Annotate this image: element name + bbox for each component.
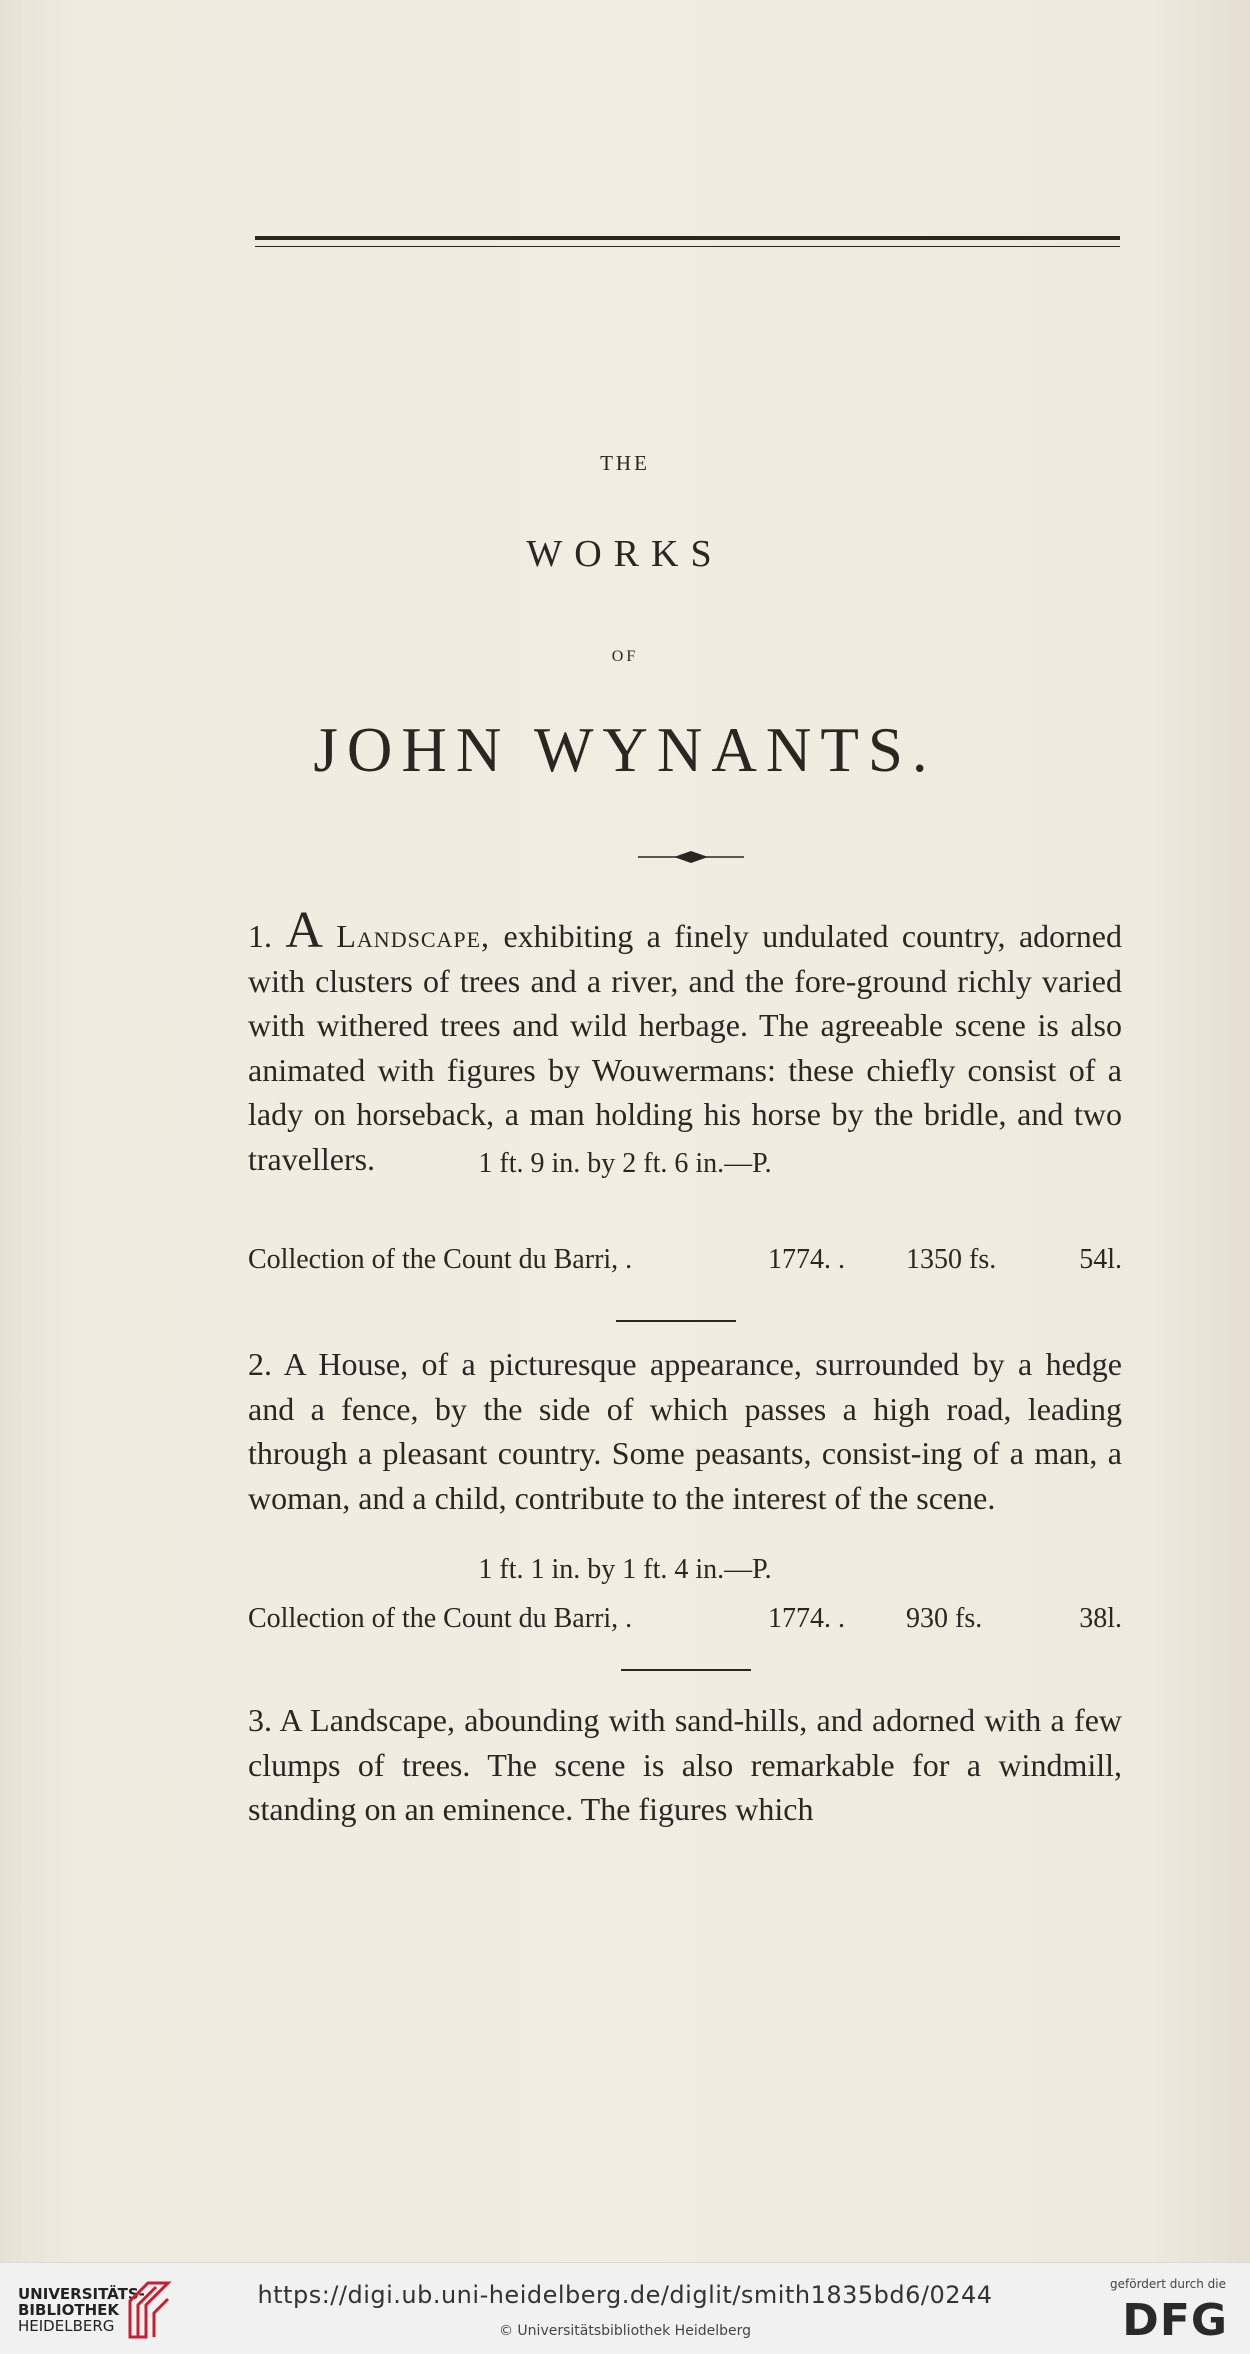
funder-note: gefördert durch die: [1110, 2277, 1226, 2291]
entry-3-number: 3.: [248, 1702, 272, 1738]
entry-1-text: exhibiting a finely undulated country, adorned with clusters of trees and a river, and the fore-ground richly varied with withered trees and wild herbage. The agreeable scene is also animated with figures by Wouwermans: these chiefly consist of a lady on horseback, a man holding his horse by the bridle, and two travellers.: [248, 918, 1123, 1177]
header-double-rule: [255, 236, 1120, 247]
permalink-url[interactable]: https://digi.ub.uni-heidelberg.de/diglit/smith1835bd6/0244: [257, 2281, 993, 2309]
entry-2-price-pounds: 38l.: [1079, 1603, 1122, 1634]
copyright-notice: © Universitätsbibliothek Heidelberg: [498, 2323, 751, 2339]
dfg-logo[interactable]: DFG: [1122, 2295, 1228, 2346]
entry-3-text: A Landscape, abounding with sand-hills, and adorned with a few clumps of trees. The scene is also remarkable for a windmill, standing on an eminence. The figures which: [248, 1702, 1123, 1827]
entry-1-collection: Collection of the Count du Barri, .: [248, 1244, 633, 1275]
entry-2-number: 2.: [248, 1346, 272, 1382]
entry-2-paragraph: [248, 1342, 1122, 1520]
library-line-2: BIBLIOTHEK: [18, 2301, 119, 2319]
entry-2-text: A House, of a picturesque appearance, surrounded by a hedge and a fence, by the side of which passes a high road, leading through a pleasant country. Some peasants, consist-ing of a man, a woman, and a child, contribute to the interest of the scene.: [248, 1346, 1123, 1516]
entry-1-paragraph: [248, 902, 1123, 1181]
entry-1-number: 1.: [248, 918, 272, 954]
entry-3-paragraph: [248, 1698, 1122, 1832]
title-works: WORKS: [526, 533, 724, 575]
entry-separator-2: [621, 1669, 751, 1671]
library-line-1: UNIVERSITÄTS-: [18, 2285, 145, 2303]
ornament-divider-icon: [636, 848, 746, 866]
entry-1-provenance: [248, 1244, 1122, 1276]
entry-2-provenance: [248, 1603, 1122, 1635]
library-line-3: HEIDELBERG: [18, 2317, 115, 2335]
entry-separator-1: [616, 1320, 736, 1322]
viewer-footer: [0, 2262, 1250, 2354]
title-artist-name: JOHN WYNANTS.: [313, 715, 937, 785]
entry-1-dimensions: 1 ft. 9 in. by 2 ft. 6 in.—P.: [478, 1148, 772, 1179]
title-the: THE: [600, 451, 650, 475]
entry-1-price-pounds: 54l.: [1079, 1244, 1122, 1275]
entry-1-lead-word: Landscape,: [336, 918, 491, 954]
entry-1-initial: A: [285, 902, 323, 959]
entry-1-price-francs: 1350 fs.: [906, 1244, 997, 1275]
entry-2-dimensions: 1 ft. 1 in. by 1 ft. 4 in.—P.: [478, 1554, 772, 1585]
entry-2-year: 1774. .: [768, 1603, 845, 1634]
entry-1-year: 1774. .: [768, 1244, 845, 1275]
title-of: OF: [611, 648, 639, 665]
entry-2-collection: Collection of the Count du Barri, .: [248, 1603, 633, 1634]
entry-2-price-francs: 930 fs.: [906, 1603, 983, 1634]
